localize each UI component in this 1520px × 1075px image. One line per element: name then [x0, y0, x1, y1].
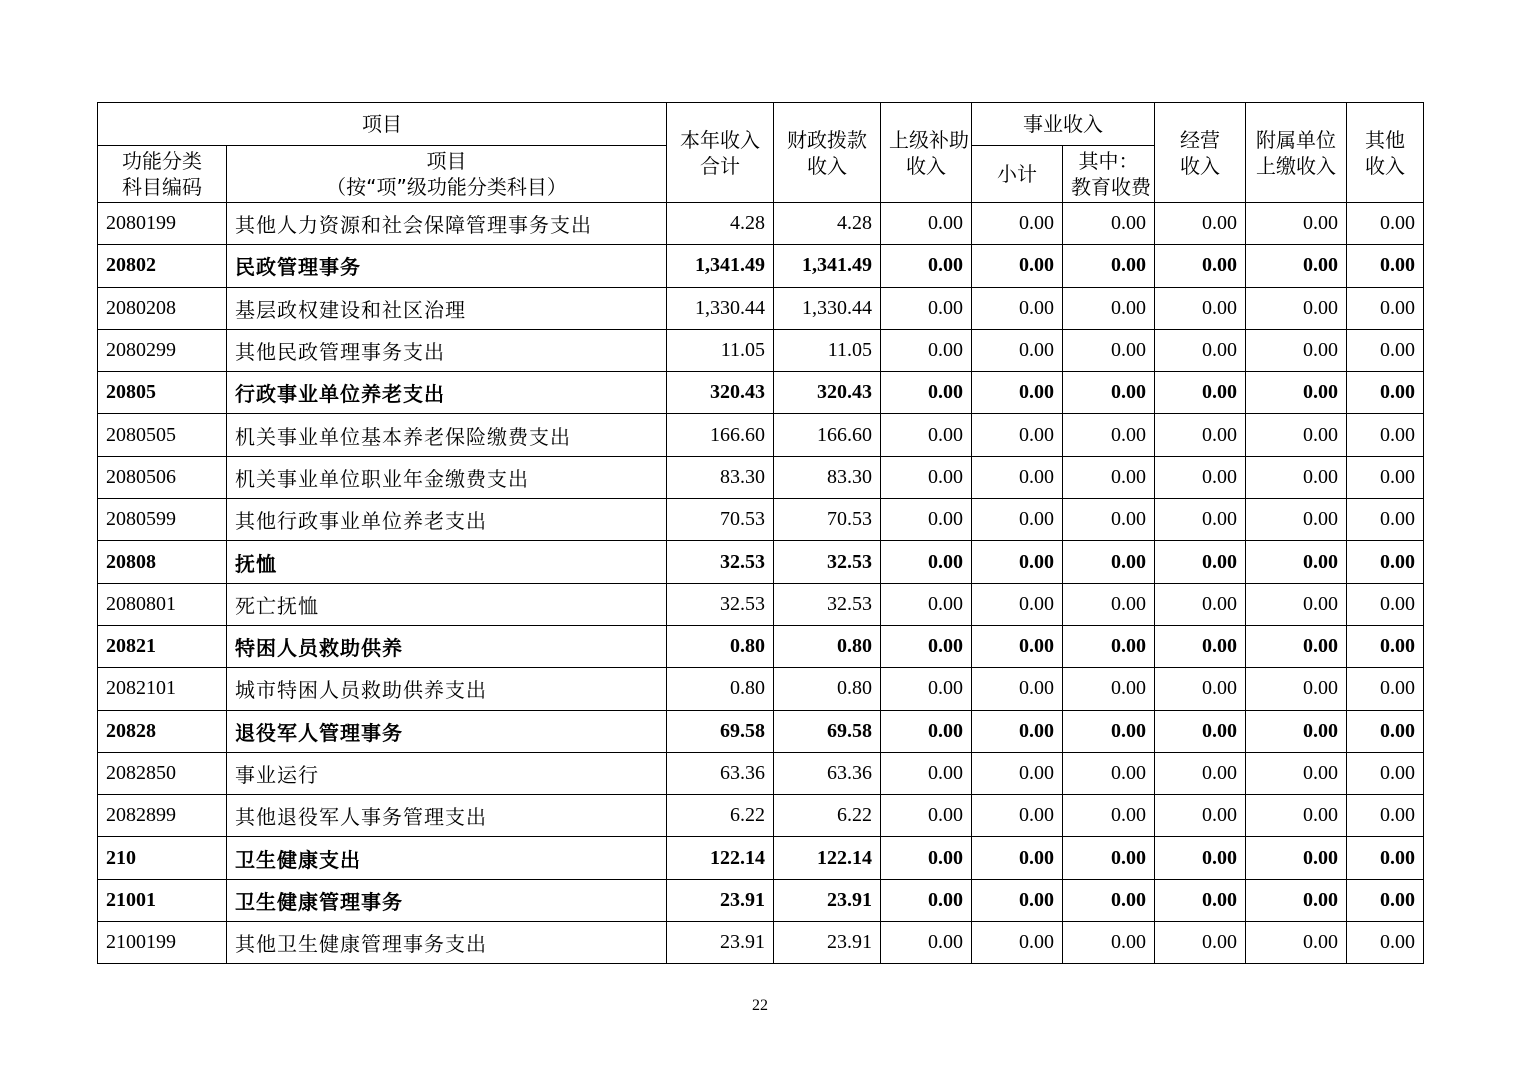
cell-other: 0.00	[1347, 752, 1424, 794]
table-row	[98, 203, 1424, 245]
cell-operating: 0.00	[1155, 329, 1246, 371]
header-code: 功能分类 科目编码	[98, 146, 227, 203]
cell-business-edu: 0.00	[1063, 456, 1155, 498]
cell-business-subtotal: 0.00	[972, 287, 1063, 329]
cell-total: 70.53	[667, 499, 774, 541]
cell-superior: 0.00	[881, 499, 972, 541]
table-row	[98, 668, 1424, 710]
cell-operating: 0.00	[1155, 583, 1246, 625]
table-row	[98, 329, 1424, 371]
table-body	[98, 203, 1424, 964]
cell-operating: 0.00	[1155, 752, 1246, 794]
cell-code: 21001	[98, 879, 227, 921]
cell-affiliated: 0.00	[1246, 795, 1347, 837]
cell-operating: 0.00	[1155, 287, 1246, 329]
cell-total: 1,341.49	[667, 245, 774, 287]
cell-business-edu: 0.00	[1063, 329, 1155, 371]
cell-fiscal: 63.36	[774, 752, 881, 794]
cell-superior: 0.00	[881, 203, 972, 245]
cell-business-edu: 0.00	[1063, 710, 1155, 752]
table-row	[98, 456, 1424, 498]
table-row	[98, 795, 1424, 837]
cell-business-subtotal: 0.00	[972, 414, 1063, 456]
cell-name: 其他行政事业单位养老支出	[227, 499, 667, 541]
cell-total: 6.22	[667, 795, 774, 837]
cell-business-subtotal: 0.00	[972, 583, 1063, 625]
cell-superior: 0.00	[881, 710, 972, 752]
table-row	[98, 245, 1424, 287]
cell-affiliated: 0.00	[1246, 499, 1347, 541]
cell-fiscal: 122.14	[774, 837, 881, 879]
cell-business-subtotal: 0.00	[972, 710, 1063, 752]
cell-code: 2082899	[98, 795, 227, 837]
cell-superior: 0.00	[881, 795, 972, 837]
cell-name: 机关事业单位基本养老保险缴费支出	[227, 414, 667, 456]
cell-name: 其他民政管理事务支出	[227, 329, 667, 371]
cell-other: 0.00	[1347, 499, 1424, 541]
table-row	[98, 287, 1424, 329]
cell-fiscal: 1,330.44	[774, 287, 881, 329]
cell-code: 210	[98, 837, 227, 879]
cell-total: 320.43	[667, 372, 774, 414]
cell-operating: 0.00	[1155, 245, 1246, 287]
cell-business-edu: 0.00	[1063, 922, 1155, 964]
table-row	[98, 583, 1424, 625]
cell-code: 2080199	[98, 203, 227, 245]
cell-superior: 0.00	[881, 541, 972, 583]
cell-affiliated: 0.00	[1246, 372, 1347, 414]
cell-fiscal: 23.91	[774, 922, 881, 964]
cell-name: 其他退役军人事务管理支出	[227, 795, 667, 837]
cell-name: 特困人员救助供养	[227, 625, 667, 667]
cell-business-subtotal: 0.00	[972, 456, 1063, 498]
cell-superior: 0.00	[881, 583, 972, 625]
cell-operating: 0.00	[1155, 414, 1246, 456]
cell-other: 0.00	[1347, 287, 1424, 329]
cell-other: 0.00	[1347, 625, 1424, 667]
header-business-edu: 其中： 教育收费	[1063, 146, 1155, 203]
cell-business-edu: 0.00	[1063, 414, 1155, 456]
cell-other: 0.00	[1347, 668, 1424, 710]
cell-code: 20805	[98, 372, 227, 414]
cell-fiscal: 0.80	[774, 668, 881, 710]
header-fiscal: 财政拨款 收入	[774, 103, 881, 203]
cell-operating: 0.00	[1155, 541, 1246, 583]
cell-business-subtotal: 0.00	[972, 372, 1063, 414]
cell-other: 0.00	[1347, 245, 1424, 287]
cell-business-edu: 0.00	[1063, 752, 1155, 794]
cell-total: 4.28	[667, 203, 774, 245]
cell-name: 民政管理事务	[227, 245, 667, 287]
header-total: 本年收入 合计	[667, 103, 774, 203]
header-operating: 经营 收入	[1155, 103, 1246, 203]
cell-code: 2080208	[98, 287, 227, 329]
cell-operating: 0.00	[1155, 499, 1246, 541]
cell-fiscal: 23.91	[774, 879, 881, 921]
cell-code: 2080599	[98, 499, 227, 541]
cell-fiscal: 4.28	[774, 203, 881, 245]
cell-total: 32.53	[667, 583, 774, 625]
cell-business-edu: 0.00	[1063, 879, 1155, 921]
cell-operating: 0.00	[1155, 837, 1246, 879]
cell-business-edu: 0.00	[1063, 795, 1155, 837]
cell-name: 其他卫生健康管理事务支出	[227, 922, 667, 964]
header-affiliated: 附属单位 上缴收入	[1246, 103, 1347, 203]
cell-fiscal: 32.53	[774, 541, 881, 583]
cell-superior: 0.00	[881, 668, 972, 710]
table-row	[98, 752, 1424, 794]
cell-total: 23.91	[667, 922, 774, 964]
cell-operating: 0.00	[1155, 795, 1246, 837]
cell-name: 城市特困人员救助供养支出	[227, 668, 667, 710]
page-number: 22	[752, 997, 768, 1014]
cell-affiliated: 0.00	[1246, 922, 1347, 964]
cell-operating: 0.00	[1155, 625, 1246, 667]
cell-other: 0.00	[1347, 372, 1424, 414]
cell-other: 0.00	[1347, 583, 1424, 625]
cell-other: 0.00	[1347, 922, 1424, 964]
cell-fiscal: 166.60	[774, 414, 881, 456]
cell-total: 32.53	[667, 541, 774, 583]
cell-superior: 0.00	[881, 752, 972, 794]
cell-code: 2080801	[98, 583, 227, 625]
cell-name: 卫生健康管理事务	[227, 879, 667, 921]
cell-affiliated: 0.00	[1246, 752, 1347, 794]
cell-business-edu: 0.00	[1063, 372, 1155, 414]
cell-code: 2080505	[98, 414, 227, 456]
cell-total: 83.30	[667, 456, 774, 498]
table-row	[98, 710, 1424, 752]
income-table	[97, 102, 1424, 964]
cell-other: 0.00	[1347, 329, 1424, 371]
header-other: 其他 收入	[1347, 103, 1424, 203]
cell-other: 0.00	[1347, 541, 1424, 583]
cell-code: 2082101	[98, 668, 227, 710]
cell-total: 122.14	[667, 837, 774, 879]
header-superior: 上级补助 收入	[881, 103, 972, 203]
cell-business-edu: 0.00	[1063, 668, 1155, 710]
cell-business-subtotal: 0.00	[972, 625, 1063, 667]
table-row	[98, 837, 1424, 879]
cell-name: 卫生健康支出	[227, 837, 667, 879]
cell-name: 其他人力资源和社会保障管理事务支出	[227, 203, 667, 245]
cell-affiliated: 0.00	[1246, 287, 1347, 329]
cell-operating: 0.00	[1155, 879, 1246, 921]
cell-code: 2080299	[98, 329, 227, 371]
cell-business-subtotal: 0.00	[972, 752, 1063, 794]
cell-affiliated: 0.00	[1246, 879, 1347, 921]
cell-code: 2082850	[98, 752, 227, 794]
header-name	[227, 146, 667, 203]
cell-total: 0.80	[667, 668, 774, 710]
cell-business-subtotal: 0.00	[972, 499, 1063, 541]
cell-superior: 0.00	[881, 456, 972, 498]
cell-affiliated: 0.00	[1246, 329, 1347, 371]
cell-business-subtotal: 0.00	[972, 922, 1063, 964]
cell-affiliated: 0.00	[1246, 414, 1347, 456]
cell-code: 20828	[98, 710, 227, 752]
cell-business-subtotal: 0.00	[972, 541, 1063, 583]
cell-fiscal: 83.30	[774, 456, 881, 498]
header-business: 事业收入	[972, 103, 1155, 146]
cell-business-edu: 0.00	[1063, 583, 1155, 625]
cell-affiliated: 0.00	[1246, 668, 1347, 710]
cell-other: 0.00	[1347, 456, 1424, 498]
cell-affiliated: 0.00	[1246, 541, 1347, 583]
cell-name: 抚恤	[227, 541, 667, 583]
table-row	[98, 879, 1424, 921]
cell-total: 166.60	[667, 414, 774, 456]
cell-name: 死亡抚恤	[227, 583, 667, 625]
cell-other: 0.00	[1347, 414, 1424, 456]
table-row	[98, 922, 1424, 964]
cell-fiscal: 32.53	[774, 583, 881, 625]
cell-fiscal: 70.53	[774, 499, 881, 541]
cell-superior: 0.00	[881, 837, 972, 879]
cell-business-edu: 0.00	[1063, 203, 1155, 245]
cell-fiscal: 11.05	[774, 329, 881, 371]
cell-total: 1,330.44	[667, 287, 774, 329]
cell-operating: 0.00	[1155, 922, 1246, 964]
header-name-line1: 项目	[426, 149, 467, 173]
cell-superior: 0.00	[881, 879, 972, 921]
cell-superior: 0.00	[881, 922, 972, 964]
cell-operating: 0.00	[1155, 710, 1246, 752]
cell-business-subtotal: 0.00	[972, 329, 1063, 371]
cell-superior: 0.00	[881, 245, 972, 287]
cell-operating: 0.00	[1155, 203, 1246, 245]
header-name-line2: （按“项”级功能分类科目）	[326, 175, 567, 199]
table-row	[98, 372, 1424, 414]
cell-code: 20821	[98, 625, 227, 667]
cell-affiliated: 0.00	[1246, 245, 1347, 287]
cell-total: 0.80	[667, 625, 774, 667]
cell-code: 2100199	[98, 922, 227, 964]
table-row	[98, 414, 1424, 456]
cell-business-subtotal: 0.00	[972, 668, 1063, 710]
cell-other: 0.00	[1347, 203, 1424, 245]
cell-business-subtotal: 0.00	[972, 879, 1063, 921]
cell-total: 69.58	[667, 710, 774, 752]
table-row	[98, 541, 1424, 583]
cell-business-edu: 0.00	[1063, 245, 1155, 287]
table-row	[98, 625, 1424, 667]
cell-superior: 0.00	[881, 372, 972, 414]
cell-total: 11.05	[667, 329, 774, 371]
cell-name: 基层政权建设和社区治理	[227, 287, 667, 329]
cell-business-subtotal: 0.00	[972, 203, 1063, 245]
cell-fiscal: 6.22	[774, 795, 881, 837]
cell-other: 0.00	[1347, 710, 1424, 752]
cell-operating: 0.00	[1155, 668, 1246, 710]
cell-affiliated: 0.00	[1246, 583, 1347, 625]
cell-business-subtotal: 0.00	[972, 837, 1063, 879]
cell-other: 0.00	[1347, 795, 1424, 837]
cell-total: 63.36	[667, 752, 774, 794]
cell-fiscal: 0.80	[774, 625, 881, 667]
cell-fiscal: 320.43	[774, 372, 881, 414]
cell-affiliated: 0.00	[1246, 456, 1347, 498]
table-row	[98, 499, 1424, 541]
cell-operating: 0.00	[1155, 372, 1246, 414]
cell-business-edu: 0.00	[1063, 499, 1155, 541]
cell-name: 行政事业单位养老支出	[227, 372, 667, 414]
cell-superior: 0.00	[881, 329, 972, 371]
cell-business-edu: 0.00	[1063, 625, 1155, 667]
cell-name: 事业运行	[227, 752, 667, 794]
cell-operating: 0.00	[1155, 456, 1246, 498]
cell-name: 机关事业单位职业年金缴费支出	[227, 456, 667, 498]
cell-business-edu: 0.00	[1063, 541, 1155, 583]
cell-superior: 0.00	[881, 625, 972, 667]
cell-fiscal: 1,341.49	[774, 245, 881, 287]
cell-affiliated: 0.00	[1246, 625, 1347, 667]
cell-business-edu: 0.00	[1063, 837, 1155, 879]
cell-business-edu: 0.00	[1063, 287, 1155, 329]
header-xiangmu: 项目	[98, 103, 667, 146]
cell-other: 0.00	[1347, 837, 1424, 879]
cell-affiliated: 0.00	[1246, 837, 1347, 879]
cell-code: 20802	[98, 245, 227, 287]
cell-affiliated: 0.00	[1246, 710, 1347, 752]
cell-fiscal: 69.58	[774, 710, 881, 752]
cell-code: 2080506	[98, 456, 227, 498]
cell-business-subtotal: 0.00	[972, 795, 1063, 837]
cell-name: 退役军人管理事务	[227, 710, 667, 752]
cell-other: 0.00	[1347, 879, 1424, 921]
cell-business-subtotal: 0.00	[972, 245, 1063, 287]
cell-code: 20808	[98, 541, 227, 583]
table-header-row	[98, 103, 1424, 146]
header-business-subtotal: 小计	[972, 146, 1063, 203]
cell-superior: 0.00	[881, 287, 972, 329]
cell-total: 23.91	[667, 879, 774, 921]
cell-superior: 0.00	[881, 414, 972, 456]
cell-affiliated: 0.00	[1246, 203, 1347, 245]
